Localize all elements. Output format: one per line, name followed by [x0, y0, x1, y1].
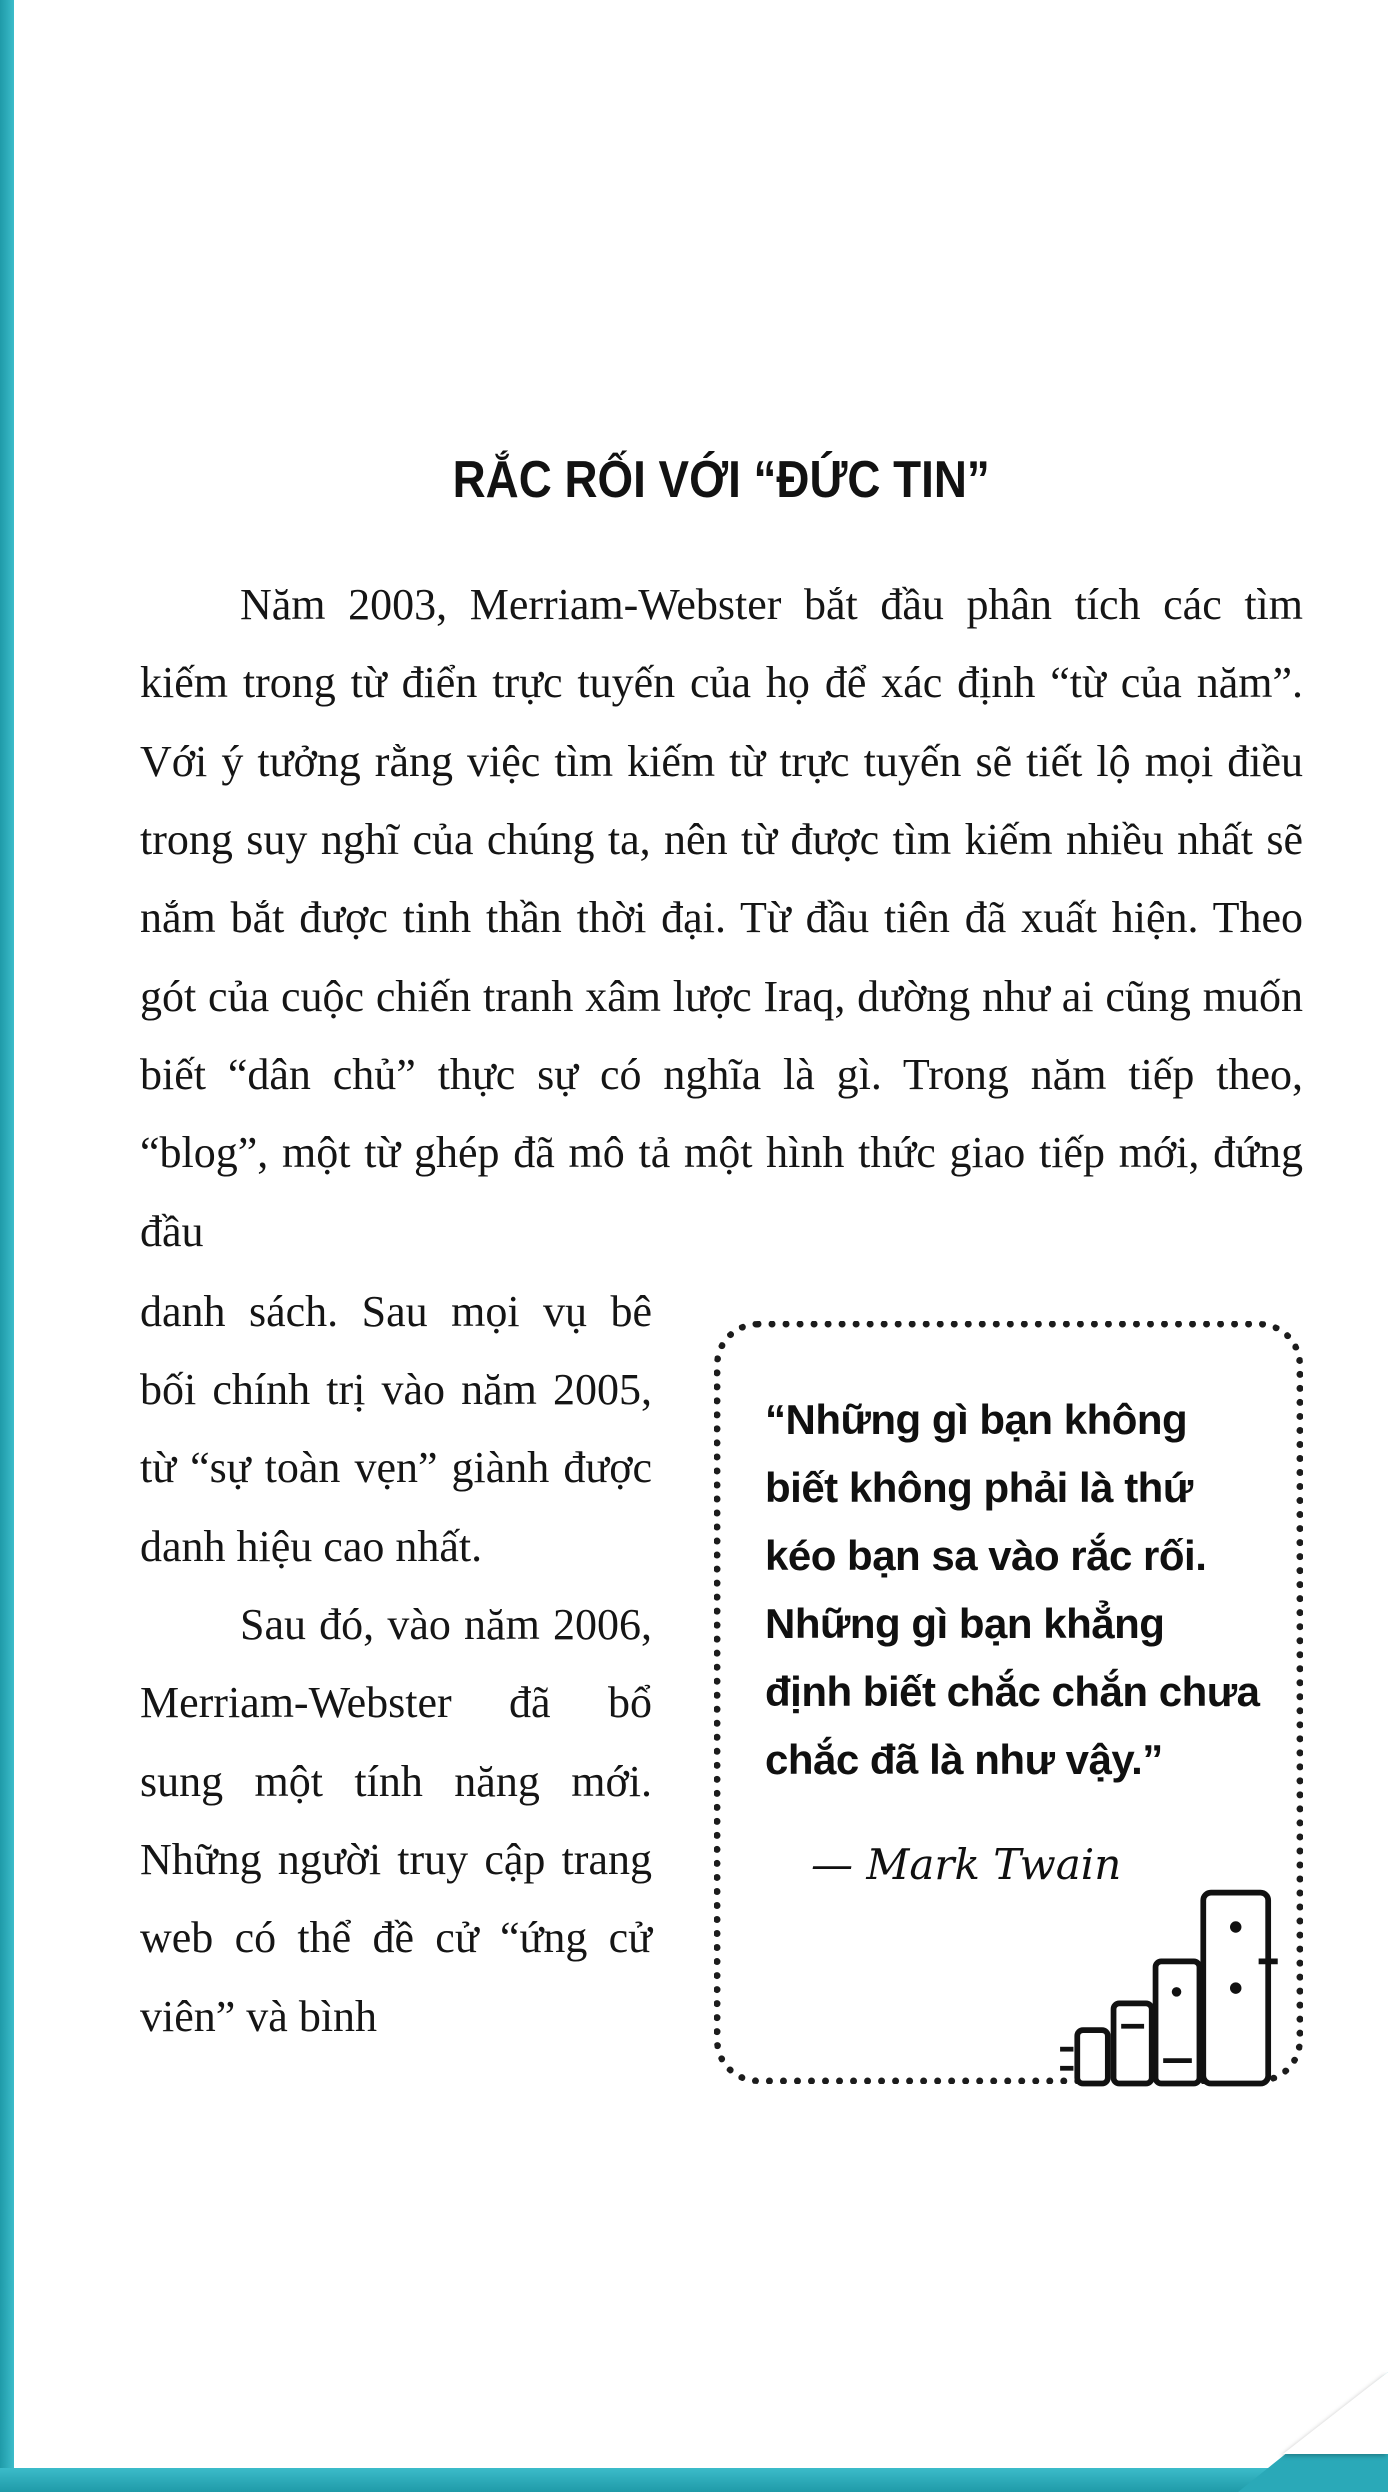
quote-attribution: — Mark Twain	[811, 1840, 1122, 1889]
page-title	[140, 450, 1303, 510]
page-edge-bottom	[0, 2468, 1388, 2492]
body-paragraph-2: danh sách. Sau mọi vụ bê bối chính trị vào năm 2005, từ “sự toàn vẹn” giành được danh hiệu cao nhất.	[140, 1286, 652, 1571]
page-corner-fold	[1283, 2372, 1388, 2454]
page-content	[140, 450, 1303, 2084]
two-column-section	[140, 1273, 1303, 2084]
left-text-column	[140, 1273, 652, 2084]
quote-text: “Những gì bạn không biết không phải là thứ kéo bạn sa vào rắc rối. Những gì bạn khẳng định biết chắc chắn chưa chắc đã là như vậy.”	[765, 1395, 1260, 1783]
body-paragraph-1: Năm 2003, Merriam-Webster bắt đầu phân tích các tìm kiếm trong từ điển trực tuyến của họ để xác định “từ của năm”. Với ý tưởng rằng việc tìm kiếm từ trực tuyến sẽ tiết lộ mọi điều trong suy nghĩ của chúng ta, nên từ được tìm kiếm nhiều nhất sẽ nắm bắt được tinh thần thời đại. Từ đầu tiên đã xuất hiện. Theo gót của cuộc chiến tranh xâm lược Iraq, dường như ai cũng muốn biết “dân chủ” thực sự có nghĩa là gì. Trong năm tiếp theo, “blog”, một từ ghép đã mô tả một hình thức giao tiếp mới, đứng đầu	[140, 580, 1303, 1256]
page-title-text: RẮC RỐI VỚI “ĐỨC TIN”	[452, 451, 991, 509]
books-doodle-icon	[1052, 1885, 1282, 2095]
body-paragraph-3: Sau đó, vào năm 2006, Merriam-Webster đã bổ sung một tính năng mới. Những người truy cập trang web có thể đề cử “ứng cử viên” và bình	[140, 1600, 652, 2041]
quote-box	[714, 1321, 1303, 2084]
page-edge-left	[0, 0, 14, 2492]
quote-column	[714, 1273, 1303, 2084]
